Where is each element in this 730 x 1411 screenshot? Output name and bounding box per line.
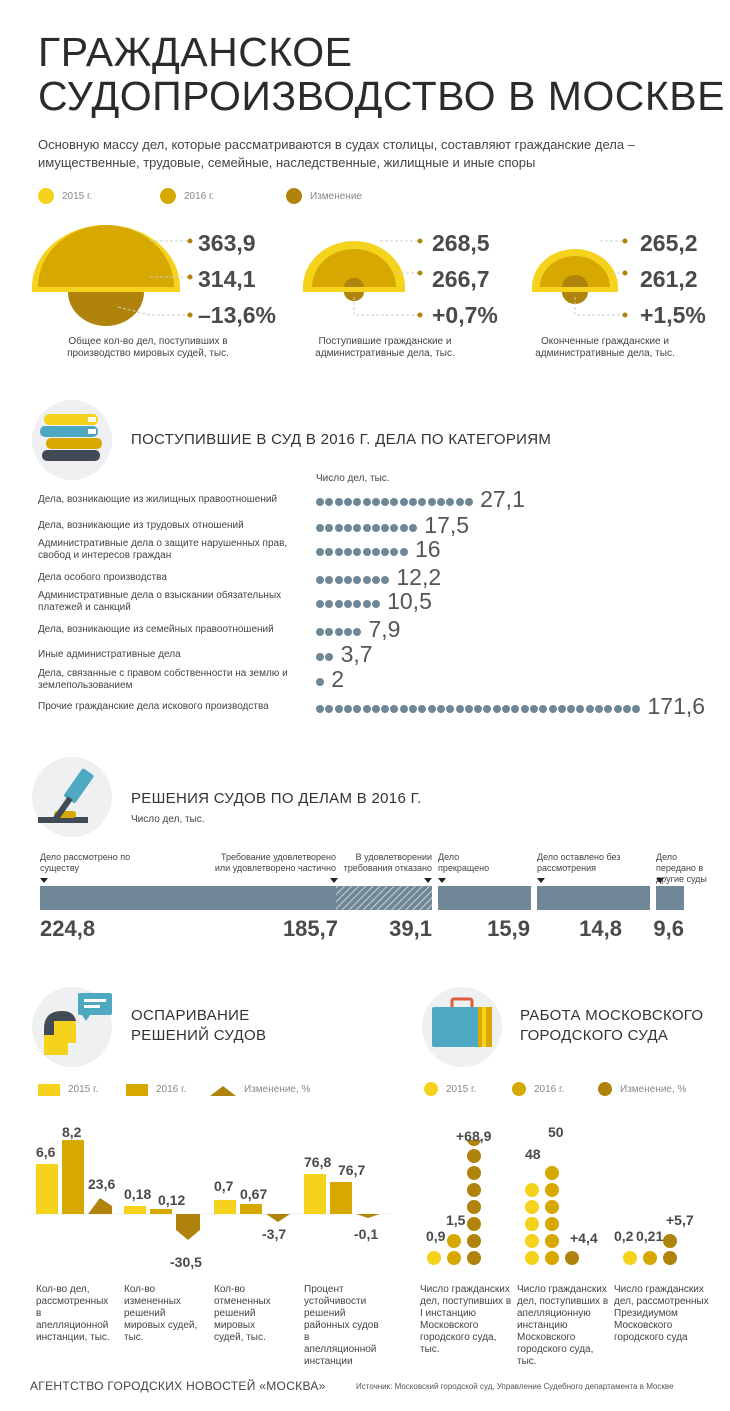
decision-value-1: 224,8 bbox=[40, 916, 96, 941]
decision-label-2: Требование удовлетворено или удовлетворено частично bbox=[214, 852, 336, 873]
category-label: Дела, возникающие из трудовых отношений bbox=[38, 520, 244, 531]
categories-unit: Число дел, тыс. bbox=[316, 473, 390, 484]
appeal-g2-caption: Кол-во измененных решений мировых судей, тыс. bbox=[124, 1284, 198, 1343]
category-dot bbox=[539, 705, 547, 713]
mosgor-dot bbox=[525, 1183, 539, 1197]
category-dot bbox=[344, 705, 352, 713]
category-dot bbox=[502, 705, 510, 713]
category-value: 12,2 bbox=[396, 564, 442, 590]
category-dot bbox=[325, 628, 333, 636]
category-dot bbox=[381, 498, 389, 506]
decision-label-6: Дело передано в другие суды bbox=[656, 852, 707, 884]
category-dot bbox=[325, 600, 333, 608]
mosgor-dot-chart bbox=[420, 1140, 720, 1270]
mosgor-dot bbox=[643, 1251, 657, 1265]
decisions-unit: Число дел, тыс. bbox=[131, 814, 205, 825]
decision-marker-6 bbox=[656, 878, 664, 883]
category-dot bbox=[316, 576, 324, 584]
category-label: Прочие гражданские дела искового производства bbox=[38, 701, 269, 712]
appeal-g2-2016: 0,12 bbox=[158, 1192, 186, 1208]
category-dot bbox=[400, 498, 408, 506]
decision-value-4: 15,9 bbox=[487, 916, 530, 941]
category-dot bbox=[353, 705, 361, 713]
footer-source: Источник: Московский городской суд, Управление Судебного департамента в Москве bbox=[356, 1382, 674, 1391]
title-line-1: ГРАЖДАНСКОЕ bbox=[38, 29, 353, 75]
category-value: 3,7 bbox=[340, 641, 373, 667]
categories-title: ПОСТУПИВШИЕ В СУД В 2016 Г. ДЕЛА ПО КАТЕГОРИЯМ bbox=[131, 431, 552, 448]
category-value: 17,5 bbox=[424, 512, 470, 538]
appeal-chart bbox=[30, 1140, 390, 1270]
stat-1-2016: 314,1 bbox=[198, 266, 256, 292]
category-dot bbox=[409, 524, 417, 532]
category-label: Иные административные дела bbox=[38, 649, 181, 660]
mosgor-dot bbox=[565, 1251, 579, 1265]
decision-bar-denied bbox=[336, 886, 432, 910]
appeal-g3-change-mark bbox=[266, 1214, 290, 1222]
category-dot bbox=[344, 548, 352, 556]
mosgor-legend-change: Изменение, % bbox=[620, 1084, 687, 1095]
mosgor-legend-2015: 2015 г. bbox=[446, 1084, 477, 1095]
mosgor-dot bbox=[467, 1251, 481, 1265]
decision-label-3: В удовлетворении требования отказано bbox=[343, 852, 432, 873]
decision-bar-terminated bbox=[438, 886, 531, 910]
category-dot bbox=[390, 548, 398, 556]
category-dot bbox=[381, 705, 389, 713]
stat-1-caption: Общее кол-во дел, поступивших в производство мировых судей, тыс. bbox=[67, 336, 229, 359]
mosgor-dot bbox=[427, 1251, 441, 1265]
category-dot bbox=[353, 524, 361, 532]
category-dot bbox=[409, 498, 417, 506]
mosgor-legend-2016-dot bbox=[512, 1082, 526, 1096]
category-dot bbox=[400, 548, 408, 556]
appeal-legend-2015: 2015 г. bbox=[68, 1084, 99, 1095]
decision-value-3: 39,1 bbox=[389, 916, 432, 941]
footer-agency: АГЕНТСТВО ГОРОДСКИХ НОВОСТЕЙ «МОСКВА» bbox=[30, 1379, 326, 1393]
category-dot bbox=[335, 524, 343, 532]
mosgor-title-2: ГОРОДСКОГО СУДА bbox=[520, 1027, 669, 1044]
appeal-g1-2015-bar bbox=[36, 1164, 58, 1214]
appeal-g1-2016-bar bbox=[62, 1140, 84, 1214]
page-title bbox=[38, 30, 725, 118]
stat-1-2015: 363,9 bbox=[198, 230, 256, 256]
mosgor-dot bbox=[525, 1251, 539, 1265]
category-dot bbox=[353, 576, 361, 584]
category-dot bbox=[325, 524, 333, 532]
mosgor-g2-change: +4,4 bbox=[570, 1230, 598, 1246]
stat-2-2016: 266,7 bbox=[432, 266, 490, 292]
category-dot bbox=[316, 705, 324, 713]
mosgor-g2-2015: 48 bbox=[525, 1146, 541, 1162]
briefcase-icon bbox=[420, 985, 504, 1069]
appeal-g3-2016: 0,67 bbox=[240, 1186, 268, 1202]
decision-marker-4 bbox=[438, 878, 446, 883]
decision-label-5: Дело оставлено без рассмотрения bbox=[537, 852, 621, 873]
category-dot bbox=[325, 576, 333, 584]
appeal-title-2: РЕШЕНИЙ СУДОВ bbox=[131, 1027, 267, 1044]
decision-bar-transferred bbox=[656, 886, 684, 910]
mosgor-dot bbox=[545, 1251, 559, 1265]
category-dot bbox=[418, 498, 426, 506]
decision-marker-3 bbox=[424, 878, 432, 883]
category-dot bbox=[372, 548, 380, 556]
category-dot bbox=[456, 705, 464, 713]
decisions-bar bbox=[40, 886, 690, 912]
semicircle-group-3 bbox=[532, 239, 628, 318]
category-dot bbox=[558, 705, 566, 713]
category-dot bbox=[437, 705, 445, 713]
category-dot bbox=[465, 498, 473, 506]
category-label: Дела особого производства bbox=[38, 572, 167, 583]
appeal-g4-2016-bar bbox=[330, 1182, 352, 1214]
category-dot bbox=[353, 600, 361, 608]
appeal-legend-2016-swatch bbox=[126, 1084, 148, 1096]
mosgor-g2-caption: Число гражданских дел, поступивших в апелляционную инстанцию Московского городского суда, тыс. bbox=[517, 1284, 609, 1367]
semicircle-group-2 bbox=[303, 239, 423, 318]
title-line-2: СУДОПРОИЗВОДСТВО В МОСКВЕ bbox=[38, 73, 725, 119]
mosgor-dot bbox=[663, 1234, 677, 1248]
category-dot bbox=[363, 524, 371, 532]
semicircle-group-1 bbox=[32, 225, 193, 326]
mosgor-legend-2016: 2016 г. bbox=[534, 1084, 565, 1095]
decision-marker-5 bbox=[537, 878, 545, 883]
mosgor-g1-caption: Число гражданских дел, поступивших в I инстанцию Московского городского суда, тыс. bbox=[420, 1284, 512, 1355]
legend-2015-dot bbox=[38, 188, 54, 204]
appeal-title-1: ОСПАРИВАНИЕ bbox=[131, 1007, 250, 1024]
gavel-icon bbox=[30, 755, 114, 839]
category-dot bbox=[632, 705, 640, 713]
category-value: 16 bbox=[415, 536, 441, 562]
category-dot bbox=[390, 498, 398, 506]
top-semicircles bbox=[0, 215, 730, 330]
category-dot bbox=[437, 498, 445, 506]
category-label: Административные дела о взыскании обязательных платежей и санкций bbox=[38, 590, 282, 613]
decision-label-1: Дело рассмотрено по существу bbox=[40, 852, 131, 873]
decision-value-6: 9,6 bbox=[653, 916, 684, 941]
appeal-g1-2015: 6,6 bbox=[36, 1144, 56, 1160]
category-dot bbox=[446, 498, 454, 506]
appeal-title bbox=[131, 1006, 266, 1046]
category-dot bbox=[446, 705, 454, 713]
appeal-g4-2015-bar bbox=[304, 1174, 326, 1214]
stat-3-2016: 261,2 bbox=[640, 266, 698, 292]
appeal-g2-2016-bar bbox=[150, 1209, 172, 1214]
decision-bar-satisfied bbox=[40, 886, 336, 910]
mosgor-g1-change: +68,9 bbox=[456, 1128, 492, 1144]
category-value: 2 bbox=[331, 666, 345, 692]
stat-2-caption: Поступившие гражданские и административные дела, тыс. bbox=[315, 336, 455, 359]
appeal-g4-change: -0,1 bbox=[354, 1226, 379, 1242]
category-dot bbox=[353, 498, 361, 506]
appeal-g2-change-mark bbox=[176, 1214, 200, 1240]
mosgor-dot bbox=[467, 1234, 481, 1248]
category-dot bbox=[372, 705, 380, 713]
category-dot bbox=[409, 705, 417, 713]
books-icon bbox=[30, 398, 114, 482]
appeal-legend-2015-swatch bbox=[38, 1084, 60, 1096]
appeal-g4-2015: 76,8 bbox=[304, 1154, 332, 1170]
category-dot bbox=[623, 705, 631, 713]
mosgor-dot bbox=[467, 1183, 481, 1197]
mosgor-dot bbox=[623, 1251, 637, 1265]
legend-change-dot bbox=[286, 188, 302, 204]
decision-value-5: 14,8 bbox=[579, 916, 622, 941]
category-dot bbox=[363, 548, 371, 556]
decisions-title: РЕШЕНИЯ СУДОВ ПО ДЕЛАМ В 2016 Г. bbox=[131, 790, 422, 807]
category-dot bbox=[316, 498, 324, 506]
category-dot bbox=[335, 498, 343, 506]
legend-2015-label: 2015 г. bbox=[62, 191, 93, 202]
category-dot bbox=[381, 524, 389, 532]
person-speech-icon bbox=[30, 985, 114, 1069]
mosgor-dot bbox=[447, 1234, 461, 1248]
mosgor-g3-2016: 0,21 bbox=[636, 1228, 664, 1244]
category-dot bbox=[353, 548, 361, 556]
appeal-legend-change: Изменение, % bbox=[244, 1084, 311, 1095]
category-dot bbox=[576, 705, 584, 713]
category-dot bbox=[353, 628, 361, 636]
mosgor-dot bbox=[545, 1234, 559, 1248]
category-label: Дела, возникающие из жилищных правоотношений bbox=[38, 494, 278, 505]
category-dot bbox=[335, 548, 343, 556]
mosgor-dot bbox=[467, 1166, 481, 1180]
appeal-g3-2015: 0,7 bbox=[214, 1178, 234, 1194]
mosgor-g3-change: +5,7 bbox=[666, 1212, 694, 1228]
category-dot bbox=[316, 524, 324, 532]
mosgor-title-1: РАБОТА МОСКОВСКОГО bbox=[520, 1007, 704, 1024]
category-dot bbox=[335, 600, 343, 608]
mosgor-dot bbox=[545, 1183, 559, 1197]
category-dot bbox=[456, 498, 464, 506]
category-dot bbox=[335, 628, 343, 636]
mosgor-dot bbox=[467, 1200, 481, 1214]
appeal-g4-change-mark bbox=[356, 1214, 380, 1218]
appeal-g2-2015-bar bbox=[124, 1206, 146, 1214]
category-value: 10,5 bbox=[387, 588, 432, 614]
mosgor-title bbox=[520, 1006, 703, 1046]
category-dot bbox=[390, 705, 398, 713]
category-dot bbox=[604, 705, 612, 713]
category-dot bbox=[465, 705, 473, 713]
mosgor-dot bbox=[467, 1149, 481, 1163]
category-dot bbox=[325, 548, 333, 556]
subtitle: Основную массу дел, которые рассматриваются в судах столицы, составляют гражданские дела – имущественные, трудовые, семейные, наследственные, жилищные и иные споры bbox=[38, 137, 635, 170]
appeal-g3-caption: Кол-во отмененных решений мировых судей, тыс. bbox=[214, 1284, 271, 1343]
mosgor-dot bbox=[545, 1217, 559, 1231]
category-dot bbox=[595, 705, 603, 713]
category-label: Дела, связанные с правом собственности на землю и землепользованием bbox=[38, 668, 288, 691]
category-dot bbox=[316, 628, 324, 636]
appeal-g3-change: -3,7 bbox=[262, 1226, 287, 1242]
category-dot bbox=[614, 705, 622, 713]
mosgor-g3-caption: Число гражданских дел, рассмотренных Президиумом Московского городского суда bbox=[614, 1284, 709, 1343]
mosgor-dot bbox=[545, 1166, 559, 1180]
category-label: Административные дела о защите нарушенных прав, свобод и интересов граждан bbox=[38, 538, 288, 561]
appeal-g4-caption: Процент устойчивости решений районных судов в апелляционной инстанции bbox=[304, 1284, 379, 1367]
appeal-legend-2016: 2016 г. bbox=[156, 1084, 187, 1095]
mosgor-g3-2015: 0,2 bbox=[614, 1228, 634, 1244]
category-dot bbox=[521, 705, 529, 713]
decision-marker-2 bbox=[330, 878, 338, 883]
mosgor-legend-2015-dot bbox=[424, 1082, 438, 1096]
appeal-g1-change-mark bbox=[88, 1198, 112, 1214]
appeal-g3-2015-bar bbox=[214, 1200, 236, 1214]
category-dot bbox=[372, 576, 380, 584]
category-dot bbox=[335, 705, 343, 713]
category-dot bbox=[372, 600, 380, 608]
category-dot bbox=[335, 576, 343, 584]
category-dot bbox=[381, 548, 389, 556]
category-dot bbox=[344, 600, 352, 608]
category-value: 27,1 bbox=[480, 486, 525, 512]
category-value: 171,6 bbox=[647, 693, 706, 719]
appeal-g1-caption: Кол-во дел, рассмотренных в апелляционной инстанции, тыс. bbox=[36, 1284, 110, 1343]
category-dot bbox=[372, 524, 380, 532]
appeal-g4-2016: 76,7 bbox=[338, 1162, 366, 1178]
decision-label-4: Дело прекращено bbox=[438, 852, 490, 873]
legend-2016-dot bbox=[160, 188, 176, 204]
category-dot bbox=[418, 705, 426, 713]
stat-3-2015: 265,2 bbox=[640, 230, 698, 256]
category-dot bbox=[325, 653, 333, 661]
category-dot bbox=[400, 524, 408, 532]
mosgor-dot bbox=[525, 1217, 539, 1231]
category-dot bbox=[344, 576, 352, 584]
category-dot bbox=[586, 705, 594, 713]
mosgor-g2-2016: 50 bbox=[548, 1124, 564, 1140]
category-dot bbox=[530, 705, 538, 713]
category-dot bbox=[316, 653, 324, 661]
category-dot bbox=[428, 705, 436, 713]
stat-1-change: –13,6% bbox=[198, 302, 277, 328]
category-dot bbox=[567, 705, 575, 713]
category-dot bbox=[344, 524, 352, 532]
category-dot bbox=[390, 524, 398, 532]
appeal-g2-change: -30,5 bbox=[170, 1254, 202, 1270]
category-dot bbox=[511, 705, 519, 713]
decision-value-2: 185,7 bbox=[282, 916, 338, 941]
category-dot bbox=[316, 600, 324, 608]
stat-3-change: +1,5% bbox=[640, 302, 706, 328]
category-dot bbox=[381, 576, 389, 584]
mosgor-dot bbox=[525, 1234, 539, 1248]
mosgor-dot bbox=[545, 1200, 559, 1214]
category-dot bbox=[474, 705, 482, 713]
category-dot bbox=[325, 498, 333, 506]
category-dot bbox=[363, 705, 371, 713]
category-dot bbox=[344, 498, 352, 506]
decision-bar-left bbox=[537, 886, 650, 910]
mosgor-dot bbox=[467, 1217, 481, 1231]
appeal-g1-change: 23,6 bbox=[88, 1176, 116, 1192]
appeal-g3-2016-bar bbox=[240, 1204, 262, 1214]
category-dot bbox=[325, 705, 333, 713]
stat-2-2015: 268,5 bbox=[432, 230, 490, 256]
category-dot bbox=[493, 705, 501, 713]
category-dot bbox=[363, 576, 371, 584]
category-label: Дела, возникающие из семейных правоотношений bbox=[38, 624, 274, 635]
legend-change-label: Изменение bbox=[310, 191, 362, 202]
appeal-g2-2015: 0,18 bbox=[124, 1186, 152, 1202]
stat-2-change: +0,7% bbox=[432, 302, 498, 328]
mosgor-dot bbox=[447, 1251, 461, 1265]
category-dot bbox=[400, 705, 408, 713]
mosgor-g1-2015: 0,9 bbox=[426, 1228, 446, 1244]
category-dot bbox=[363, 498, 371, 506]
category-value: 7,9 bbox=[368, 616, 401, 642]
legend-2016-label: 2016 г. bbox=[184, 191, 215, 202]
mosgor-dot bbox=[663, 1251, 677, 1265]
mosgor-g1-2016: 1,5 bbox=[446, 1212, 466, 1228]
appeal-legend-change-swatch bbox=[210, 1084, 236, 1096]
mosgor-dot bbox=[525, 1200, 539, 1214]
appeal-g1-2016: 8,2 bbox=[62, 1124, 82, 1140]
category-dot bbox=[363, 600, 371, 608]
category-dot bbox=[483, 705, 491, 713]
decision-marker-1 bbox=[40, 878, 48, 883]
stat-3-caption: Оконченные гражданские и административные дела, тыс. bbox=[535, 336, 675, 359]
category-dot bbox=[344, 628, 352, 636]
category-dot bbox=[316, 548, 324, 556]
mosgor-legend-change-dot bbox=[598, 1082, 612, 1096]
category-dot bbox=[428, 498, 436, 506]
category-dot bbox=[549, 705, 557, 713]
category-dot bbox=[316, 678, 324, 686]
category-dot bbox=[372, 498, 380, 506]
